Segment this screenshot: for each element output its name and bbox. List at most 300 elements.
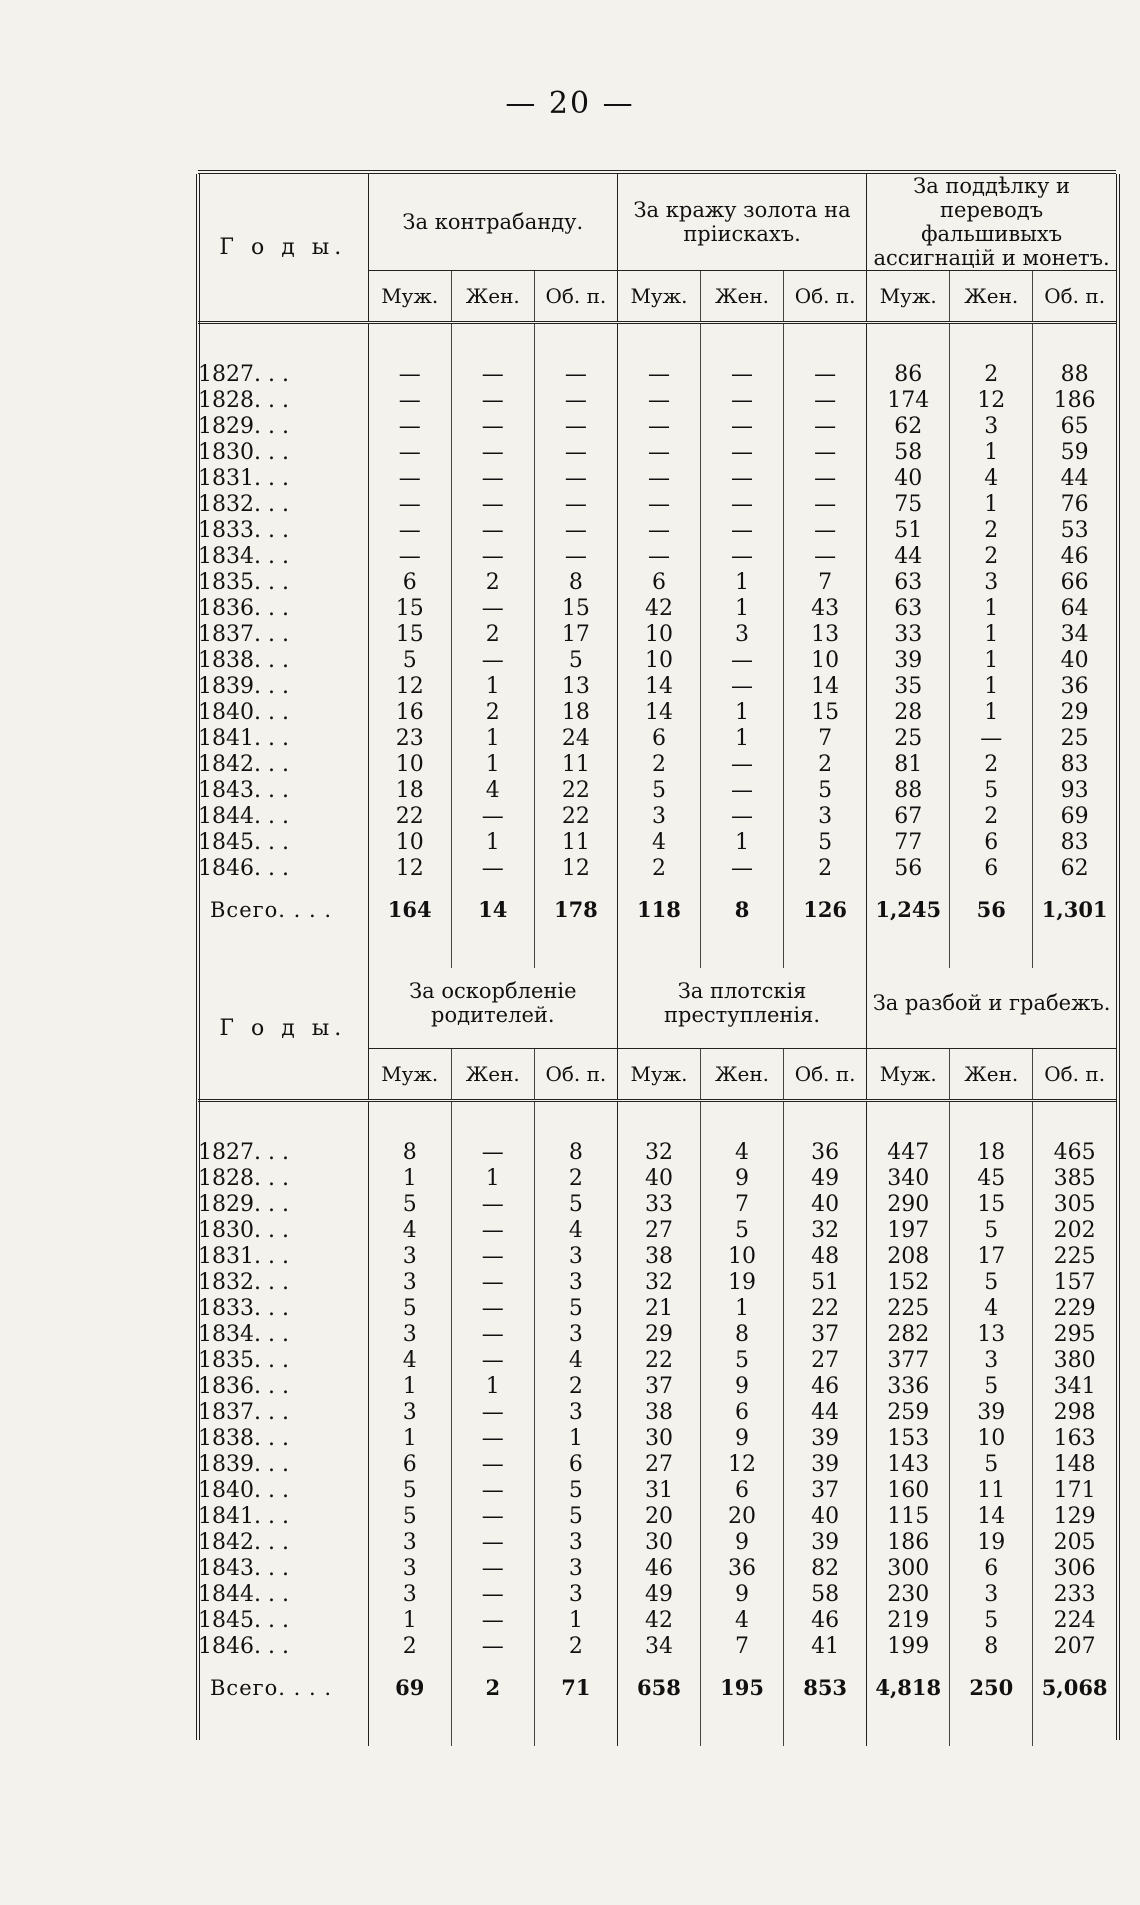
value-cell: 5 xyxy=(950,1218,1033,1244)
value-cell: 14 xyxy=(617,700,700,726)
value-cell: — xyxy=(368,388,451,414)
value-cell: 4 xyxy=(368,1348,451,1374)
group-header-gold-theft: За кражу золота на пріискахъ. xyxy=(617,174,866,271)
tail-cell xyxy=(701,1710,784,1746)
value-cell: 163 xyxy=(1033,1426,1116,1452)
value-cell: 2 xyxy=(617,752,700,778)
value-cell: 39 xyxy=(950,1400,1033,1426)
value-cell: 53 xyxy=(1033,518,1116,544)
value-cell: 1 xyxy=(950,622,1033,648)
value-cell: — xyxy=(617,492,700,518)
year-cell: 1832. . . xyxy=(198,492,289,517)
total-value-cell: 250 xyxy=(950,1660,1033,1710)
value-cell: — xyxy=(451,388,534,414)
value-cell: 230 xyxy=(867,1582,950,1608)
year-cell: 1829. . . xyxy=(198,414,289,439)
year-cell: 1844. . . xyxy=(198,1582,289,1607)
year-cell: 1845. . . xyxy=(198,1608,289,1633)
value-cell: — xyxy=(534,544,617,570)
value-cell: 12 xyxy=(534,856,617,882)
value-cell: 15 xyxy=(784,700,867,726)
value-cell: 22 xyxy=(368,804,451,830)
value-cell: 3 xyxy=(534,1400,617,1426)
year-cell: 1842. . . xyxy=(198,752,289,777)
value-cell: — xyxy=(701,362,784,388)
value-cell: 40 xyxy=(867,466,950,492)
value-cell: 2 xyxy=(950,544,1033,570)
table-row xyxy=(198,1348,1116,1374)
table-row xyxy=(198,1504,1116,1530)
value-cell: — xyxy=(701,856,784,882)
year-cell: 1831. . . xyxy=(198,466,289,491)
year-cell: 1842. . . xyxy=(198,1530,289,1555)
value-cell: — xyxy=(701,778,784,804)
value-cell: 3 xyxy=(950,570,1033,596)
value-cell: 21 xyxy=(617,1296,700,1322)
table-row xyxy=(198,1426,1116,1452)
value-cell: 25 xyxy=(1033,726,1116,752)
value-cell: 2 xyxy=(950,518,1033,544)
value-cell: 224 xyxy=(1033,1608,1116,1634)
value-cell: 25 xyxy=(867,726,950,752)
table-row xyxy=(198,1582,1116,1608)
table-row xyxy=(198,414,1116,440)
value-cell: 14 xyxy=(784,674,867,700)
value-cell: 5 xyxy=(368,1192,451,1218)
total-value-cell: 658 xyxy=(617,1660,700,1710)
value-cell: — xyxy=(701,388,784,414)
value-cell: 42 xyxy=(617,596,700,622)
value-cell: 8 xyxy=(534,570,617,596)
value-cell: 1 xyxy=(451,726,534,752)
value-cell: — xyxy=(451,1582,534,1608)
total-value-cell: 195 xyxy=(701,1660,784,1710)
value-cell: 15 xyxy=(534,596,617,622)
value-cell: 2 xyxy=(784,856,867,882)
table-insult-sexual-robbery xyxy=(198,958,1116,1746)
value-cell: 295 xyxy=(1033,1322,1116,1348)
value-cell: 40 xyxy=(784,1192,867,1218)
sub-header-cell: Жен. xyxy=(950,1049,1033,1101)
table-row xyxy=(198,1244,1116,1270)
value-cell: 51 xyxy=(867,518,950,544)
value-cell: — xyxy=(784,492,867,518)
value-cell: 4 xyxy=(368,1218,451,1244)
value-cell: 6 xyxy=(701,1478,784,1504)
sub-header-cell: Муж. xyxy=(867,271,950,323)
value-cell: 9 xyxy=(701,1426,784,1452)
total-value-cell: 118 xyxy=(617,882,700,932)
value-cell: 34 xyxy=(617,1634,700,1660)
value-cell: 39 xyxy=(784,1452,867,1478)
value-cell: — xyxy=(701,492,784,518)
year-cell: 1827. . . xyxy=(198,362,289,387)
value-cell: 2 xyxy=(451,622,534,648)
value-cell: 5 xyxy=(784,778,867,804)
value-cell: 10 xyxy=(368,752,451,778)
value-cell: 17 xyxy=(534,622,617,648)
value-cell: 7 xyxy=(784,570,867,596)
value-cell: 3 xyxy=(534,1582,617,1608)
sub-header-cell: Жен. xyxy=(950,271,1033,323)
value-cell: — xyxy=(617,388,700,414)
value-cell: 32 xyxy=(784,1218,867,1244)
value-cell: 5 xyxy=(701,1218,784,1244)
spacer-cell xyxy=(701,323,784,363)
value-cell: 4 xyxy=(451,778,534,804)
value-cell: 377 xyxy=(867,1348,950,1374)
value-cell: — xyxy=(368,466,451,492)
value-cell: 3 xyxy=(534,1322,617,1348)
year-cell: 1839. . . xyxy=(198,674,289,699)
value-cell: 2 xyxy=(950,752,1033,778)
value-cell: 20 xyxy=(617,1504,700,1530)
value-cell: 115 xyxy=(867,1504,950,1530)
value-cell: 14 xyxy=(950,1504,1033,1530)
table-row xyxy=(198,1452,1116,1478)
total-row xyxy=(198,1660,1116,1710)
value-cell: — xyxy=(534,492,617,518)
value-cell: — xyxy=(784,466,867,492)
value-cell: 30 xyxy=(617,1530,700,1556)
table-row xyxy=(198,1374,1116,1400)
value-cell: — xyxy=(701,518,784,544)
value-cell: — xyxy=(451,1608,534,1634)
value-cell: 32 xyxy=(617,1140,700,1166)
value-cell: 1 xyxy=(451,830,534,856)
value-cell: 306 xyxy=(1033,1556,1116,1582)
value-cell: 202 xyxy=(1033,1218,1116,1244)
value-cell: 186 xyxy=(1033,388,1116,414)
year-cell: 1843. . . xyxy=(198,778,289,803)
value-cell: — xyxy=(617,362,700,388)
tail-cell xyxy=(867,1710,950,1746)
year-cell: 1830. . . xyxy=(198,440,289,465)
table-row xyxy=(198,596,1116,622)
value-cell: 93 xyxy=(1033,778,1116,804)
value-cell: 62 xyxy=(867,414,950,440)
value-cell: — xyxy=(368,492,451,518)
value-cell: — xyxy=(784,440,867,466)
value-cell: 48 xyxy=(784,1244,867,1270)
value-cell: 197 xyxy=(867,1218,950,1244)
total-row xyxy=(198,882,1116,932)
value-cell: 8 xyxy=(368,1140,451,1166)
value-cell: 6 xyxy=(950,1556,1033,1582)
value-cell: 157 xyxy=(1033,1270,1116,1296)
value-cell: 5 xyxy=(368,1296,451,1322)
value-cell: 3 xyxy=(368,1530,451,1556)
value-cell: 38 xyxy=(617,1244,700,1270)
value-cell: 199 xyxy=(867,1634,950,1660)
value-cell: — xyxy=(451,1192,534,1218)
value-cell: 37 xyxy=(784,1478,867,1504)
value-cell: 5 xyxy=(368,1504,451,1530)
value-cell: — xyxy=(368,414,451,440)
year-cell: 1828. . . xyxy=(198,1166,289,1191)
value-cell: 1 xyxy=(534,1426,617,1452)
total-value-cell: 1,245 xyxy=(867,882,950,932)
value-cell: 205 xyxy=(1033,1530,1116,1556)
value-cell: 5 xyxy=(368,648,451,674)
table-row xyxy=(198,1270,1116,1296)
value-cell: 3 xyxy=(784,804,867,830)
value-cell: 3 xyxy=(701,622,784,648)
value-cell: 148 xyxy=(1033,1452,1116,1478)
value-cell: 11 xyxy=(534,830,617,856)
value-cell: 44 xyxy=(1033,466,1116,492)
value-cell: 69 xyxy=(1033,804,1116,830)
value-cell: — xyxy=(451,492,534,518)
table-row xyxy=(198,752,1116,778)
value-cell: — xyxy=(701,414,784,440)
value-cell: 3 xyxy=(534,1530,617,1556)
value-cell: 27 xyxy=(784,1348,867,1374)
year-cell: 1835. . . xyxy=(198,570,289,595)
year-cell: 1830. . . xyxy=(198,1218,289,1243)
table-row xyxy=(198,466,1116,492)
value-cell: 171 xyxy=(1033,1478,1116,1504)
value-cell: — xyxy=(451,1504,534,1530)
value-cell: 1 xyxy=(950,440,1033,466)
value-cell: 33 xyxy=(867,622,950,648)
value-cell: 23 xyxy=(368,726,451,752)
value-cell: 3 xyxy=(950,414,1033,440)
tail-cell xyxy=(1033,1710,1116,1746)
tail-cell xyxy=(451,1710,534,1746)
total-label: Всего. . . . xyxy=(210,898,332,922)
spacer-cell xyxy=(617,1101,700,1141)
value-cell: 2 xyxy=(784,752,867,778)
value-cell: 4 xyxy=(701,1140,784,1166)
value-cell: 2 xyxy=(451,700,534,726)
table-row xyxy=(198,622,1116,648)
value-cell: 5 xyxy=(534,1478,617,1504)
value-cell: — xyxy=(534,466,617,492)
value-cell: — xyxy=(784,414,867,440)
value-cell: 2 xyxy=(950,362,1033,388)
value-cell: 1 xyxy=(950,648,1033,674)
value-cell: 5 xyxy=(950,1608,1033,1634)
value-cell: 83 xyxy=(1033,830,1116,856)
value-cell: 82 xyxy=(784,1556,867,1582)
value-cell: 67 xyxy=(867,804,950,830)
value-cell: 65 xyxy=(1033,414,1116,440)
sub-header-cell: Жен. xyxy=(451,1049,534,1101)
value-cell: 8 xyxy=(950,1634,1033,1660)
value-cell: 225 xyxy=(867,1296,950,1322)
total-value-cell: 5,068 xyxy=(1033,1660,1116,1710)
value-cell: 3 xyxy=(534,1270,617,1296)
sub-header-cell: Муж. xyxy=(617,1049,700,1101)
year-cell: 1843. . . xyxy=(198,1556,289,1581)
year-cell: 1831. . . xyxy=(198,1244,289,1269)
value-cell: 58 xyxy=(867,440,950,466)
value-cell: 44 xyxy=(867,544,950,570)
value-cell: 31 xyxy=(617,1478,700,1504)
value-cell: 6 xyxy=(950,856,1033,882)
value-cell: 43 xyxy=(784,596,867,622)
value-cell: 225 xyxy=(1033,1244,1116,1270)
value-cell: 3 xyxy=(368,1556,451,1582)
year-cell: 1836. . . xyxy=(198,1374,289,1399)
value-cell: 59 xyxy=(1033,440,1116,466)
value-cell: 63 xyxy=(867,596,950,622)
value-cell: — xyxy=(451,440,534,466)
value-cell: 24 xyxy=(534,726,617,752)
table-body xyxy=(198,323,1116,969)
table-row xyxy=(198,1608,1116,1634)
value-cell: — xyxy=(451,1140,534,1166)
total-value-cell: 853 xyxy=(784,1660,867,1710)
value-cell: — xyxy=(368,544,451,570)
spacer-cell xyxy=(198,1101,368,1141)
value-cell: 3 xyxy=(534,1556,617,1582)
table-row xyxy=(198,388,1116,414)
value-cell: 16 xyxy=(368,700,451,726)
value-cell: 40 xyxy=(1033,648,1116,674)
spacer-cell xyxy=(617,323,700,363)
value-cell: 33 xyxy=(617,1192,700,1218)
total-value-cell: 14 xyxy=(451,882,534,932)
value-cell: 11 xyxy=(950,1478,1033,1504)
value-cell: 340 xyxy=(867,1166,950,1192)
value-cell: 18 xyxy=(950,1140,1033,1166)
value-cell: 13 xyxy=(534,674,617,700)
value-cell: 36 xyxy=(701,1556,784,1582)
value-cell: 56 xyxy=(867,856,950,882)
year-cell: 1834. . . xyxy=(198,1322,289,1347)
value-cell: — xyxy=(451,1322,534,1348)
value-cell: 5 xyxy=(534,1504,617,1530)
value-cell: 259 xyxy=(867,1400,950,1426)
value-cell: 1 xyxy=(451,752,534,778)
year-cell: 1840. . . xyxy=(198,1478,289,1503)
value-cell: 17 xyxy=(950,1244,1033,1270)
value-cell: 3 xyxy=(534,1244,617,1270)
value-cell: — xyxy=(451,414,534,440)
value-cell: — xyxy=(451,544,534,570)
total-label: Всего. . . . xyxy=(210,1676,332,1700)
spacer-cell xyxy=(198,323,368,363)
years-header: Г о д ы. xyxy=(198,958,368,1101)
value-cell: — xyxy=(451,1530,534,1556)
value-cell: 207 xyxy=(1033,1634,1116,1660)
value-cell: 3 xyxy=(368,1322,451,1348)
value-cell: — xyxy=(451,1400,534,1426)
total-value-cell: 8 xyxy=(701,882,784,932)
table-row xyxy=(198,544,1116,570)
years-header: Г о д ы. xyxy=(198,174,368,323)
sub-header-cell: Муж. xyxy=(617,271,700,323)
value-cell: 22 xyxy=(534,804,617,830)
value-cell: 9 xyxy=(701,1374,784,1400)
value-cell: 233 xyxy=(1033,1582,1116,1608)
value-cell: 9 xyxy=(701,1166,784,1192)
value-cell: 7 xyxy=(701,1634,784,1660)
value-cell: 6 xyxy=(950,830,1033,856)
value-cell: 11 xyxy=(534,752,617,778)
tail-cell xyxy=(617,1710,700,1746)
tail-cell xyxy=(534,1710,617,1746)
value-cell: 9 xyxy=(701,1582,784,1608)
table-row xyxy=(198,726,1116,752)
value-cell: 2 xyxy=(534,1166,617,1192)
value-cell: 3 xyxy=(617,804,700,830)
value-cell: 1 xyxy=(701,1296,784,1322)
value-cell: 2 xyxy=(534,1374,617,1400)
value-cell: 32 xyxy=(617,1270,700,1296)
value-cell: — xyxy=(451,804,534,830)
value-cell: 81 xyxy=(867,752,950,778)
value-cell: 15 xyxy=(368,622,451,648)
value-cell: — xyxy=(534,440,617,466)
tail-cell xyxy=(368,1710,451,1746)
value-cell: 5 xyxy=(617,778,700,804)
spacer-cell xyxy=(368,323,451,363)
value-cell: 35 xyxy=(867,674,950,700)
value-cell: 88 xyxy=(1033,362,1116,388)
value-cell: 39 xyxy=(784,1530,867,1556)
table-row xyxy=(198,1530,1116,1556)
value-cell: 12 xyxy=(701,1452,784,1478)
value-cell: 51 xyxy=(784,1270,867,1296)
value-cell: 19 xyxy=(701,1270,784,1296)
value-cell: 8 xyxy=(701,1322,784,1348)
value-cell: 18 xyxy=(368,778,451,804)
value-cell: 46 xyxy=(784,1374,867,1400)
value-cell: 6 xyxy=(617,726,700,752)
group-header-sexual-crimes: За плотскія преступленія. xyxy=(617,958,866,1049)
value-cell: — xyxy=(701,440,784,466)
sub-header-cell: Об. п. xyxy=(534,1049,617,1101)
value-cell: 22 xyxy=(534,778,617,804)
value-cell: 4 xyxy=(701,1608,784,1634)
page-number: — 20 — xyxy=(505,86,635,121)
value-cell: — xyxy=(701,544,784,570)
value-cell: 5 xyxy=(534,1296,617,1322)
value-cell: — xyxy=(451,1452,534,1478)
value-cell: 380 xyxy=(1033,1348,1116,1374)
value-cell: — xyxy=(617,544,700,570)
table-row xyxy=(198,362,1116,388)
value-cell: 1 xyxy=(950,596,1033,622)
table-row xyxy=(198,1400,1116,1426)
value-cell: — xyxy=(451,1270,534,1296)
value-cell: 152 xyxy=(867,1270,950,1296)
value-cell: — xyxy=(451,1218,534,1244)
value-cell: 13 xyxy=(784,622,867,648)
value-cell: 385 xyxy=(1033,1166,1116,1192)
group-header-counterfeit: За поддѣлку и переводъ фальшивыхъ ассигнацій и монетъ. xyxy=(867,174,1116,271)
value-cell: — xyxy=(950,726,1033,752)
tail-cell xyxy=(950,1710,1033,1746)
table-row xyxy=(198,1556,1116,1582)
year-cell: 1832. . . xyxy=(198,1270,289,1295)
value-cell: — xyxy=(784,544,867,570)
value-cell: 10 xyxy=(701,1244,784,1270)
value-cell: 49 xyxy=(784,1166,867,1192)
sub-header-cell: Об. п. xyxy=(1033,271,1116,323)
stat-table-2 xyxy=(198,958,1116,1746)
value-cell: 5 xyxy=(950,1452,1033,1478)
value-cell: 282 xyxy=(867,1322,950,1348)
year-cell: 1846. . . xyxy=(198,1634,289,1659)
table-row xyxy=(198,1192,1116,1218)
spacer-cell xyxy=(451,323,534,363)
value-cell: 1 xyxy=(368,1166,451,1192)
value-cell: — xyxy=(701,804,784,830)
